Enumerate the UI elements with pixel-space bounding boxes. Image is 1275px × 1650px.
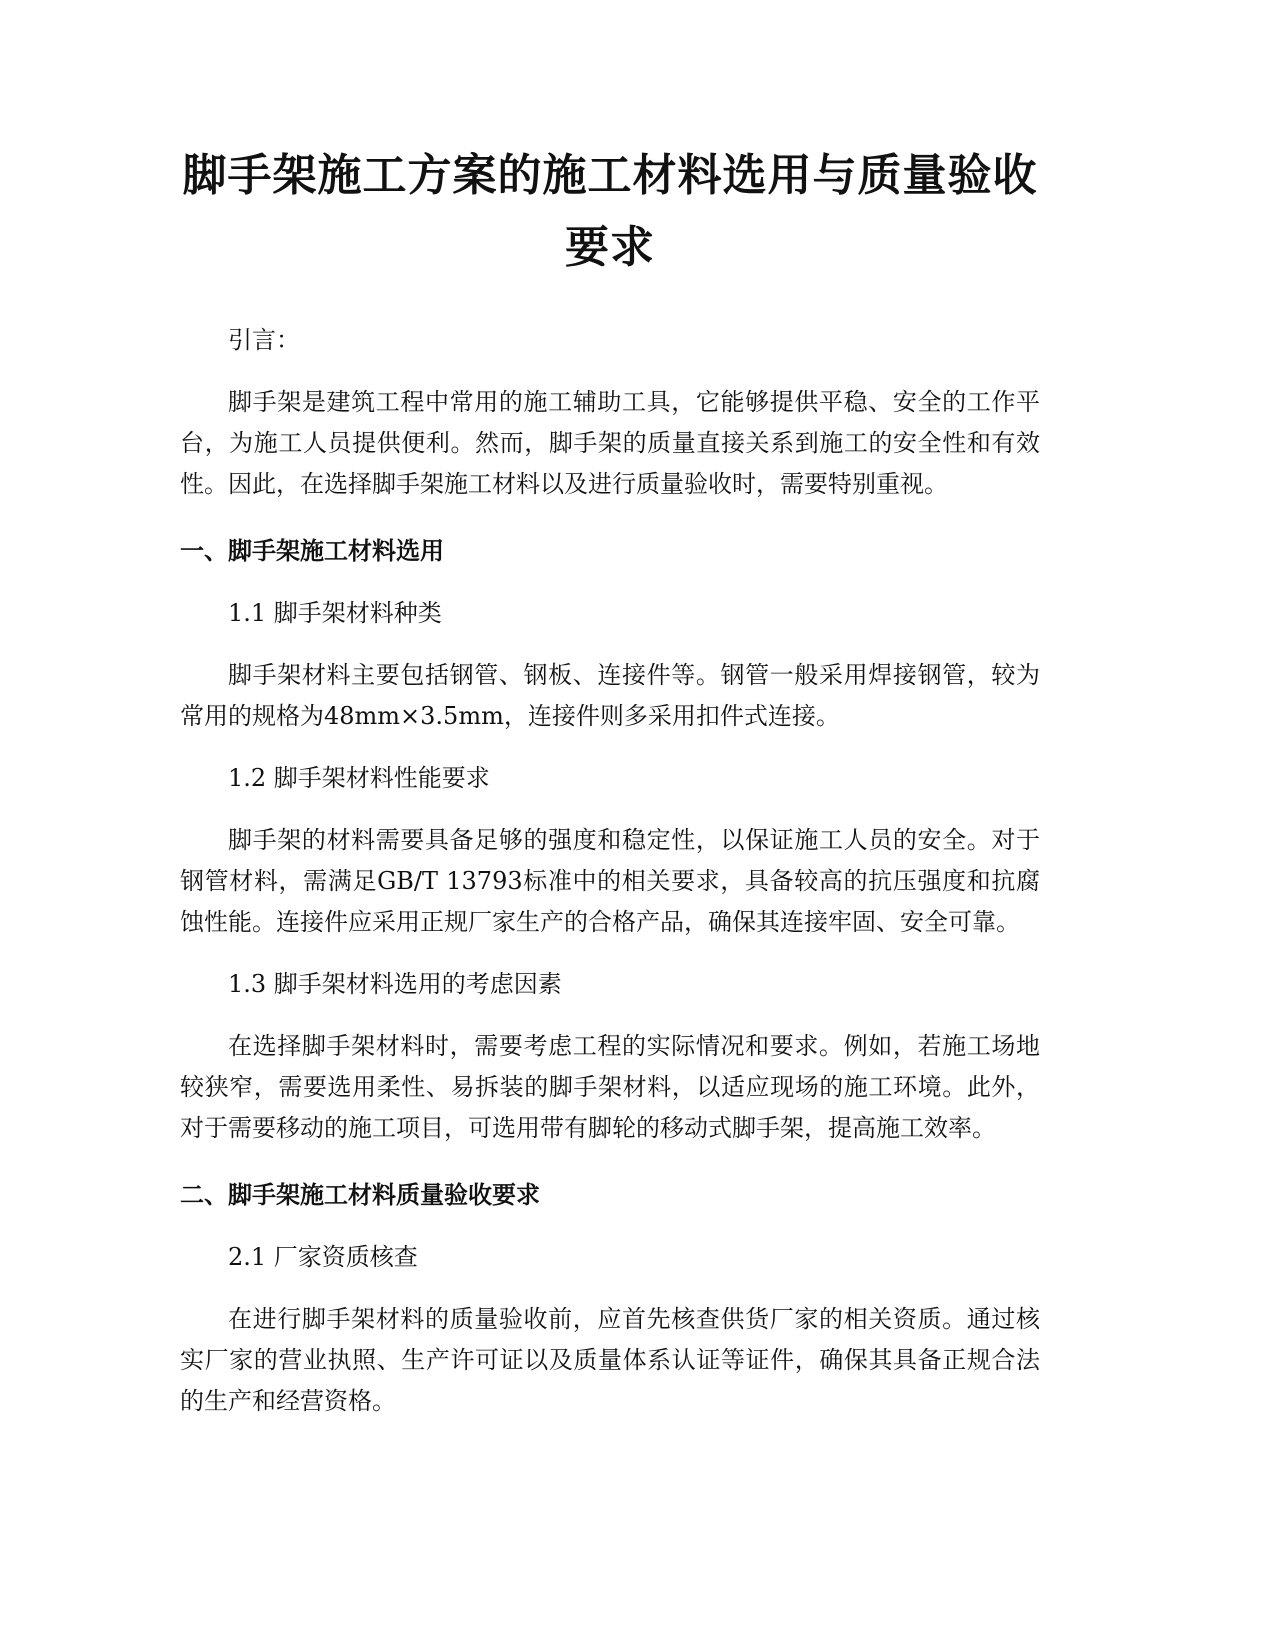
section-1-heading: 一、脚手架施工材料选用 bbox=[180, 537, 444, 565]
subsection-1-3-text: 在选择脚手架材料时，需要考虑工程的实际情况和要求。例如，若施工场地较狭窄，需要选用柔性、易拆装的脚手架材料，以适应现场的施工环境。此外，对于需要移动的施工项目，可选用带有脚轮的移动式脚手架，提高施工效率。 bbox=[180, 1032, 1040, 1142]
section-2-heading: 二、脚手架施工材料质量验收要求 bbox=[180, 1181, 540, 1209]
subsection-1-2-title: 1.2 脚手架材料性能要求 bbox=[228, 764, 490, 792]
subsection-2-1-text: 在进行脚手架材料的质量验收前，应首先核查供货厂家的相关资质。通过核实厂家的营业执照、生产许可证以及质量体系认证等证件，确保其具备正规合法的生产和经营资格。 bbox=[180, 1305, 1040, 1415]
subsection-2-1-title: 2.1 厂家资质核查 bbox=[228, 1243, 418, 1271]
title-line-2: 要求 bbox=[565, 222, 655, 273]
intro-paragraph: 脚手架是建筑工程中常用的施工辅助工具，它能够提供平稳、安全的工作平台，为施工人员提供便利。然而，脚手架的质量直接关系到施工的安全性和有效性。因此，在选择脚手架施工材料以及进行质量验收时，需要特别重视。 bbox=[180, 388, 1040, 498]
intro-label: 引言： bbox=[228, 326, 300, 354]
document-title bbox=[180, 140, 1040, 284]
document-page bbox=[180, 140, 1040, 1422]
subsection-1-3-title: 1.3 脚手架材料选用的考虑因素 bbox=[228, 970, 562, 998]
subsection-1-2-text: 脚手架的材料需要具备足够的强度和稳定性，以保证施工人员的安全。对于钢管材料，需满足GB/T 13793标准中的相关要求，具备较高的抗压强度和抗腐蚀性能。连接件应采用正规厂家生产的合格产品，确保其连接牢固、安全可靠。 bbox=[180, 826, 1040, 936]
subsection-1-1-text: 脚手架材料主要包括钢管、钢板、连接件等。钢管一般采用焊接钢管，较为常用的规格为48mm×3.5mm，连接件则多采用扣件式连接。 bbox=[180, 661, 1040, 730]
title-line-1: 脚手架施工方案的施工材料选用与质量验收 bbox=[182, 150, 1038, 201]
subsection-1-1-title: 1.1 脚手架材料种类 bbox=[228, 599, 442, 627]
